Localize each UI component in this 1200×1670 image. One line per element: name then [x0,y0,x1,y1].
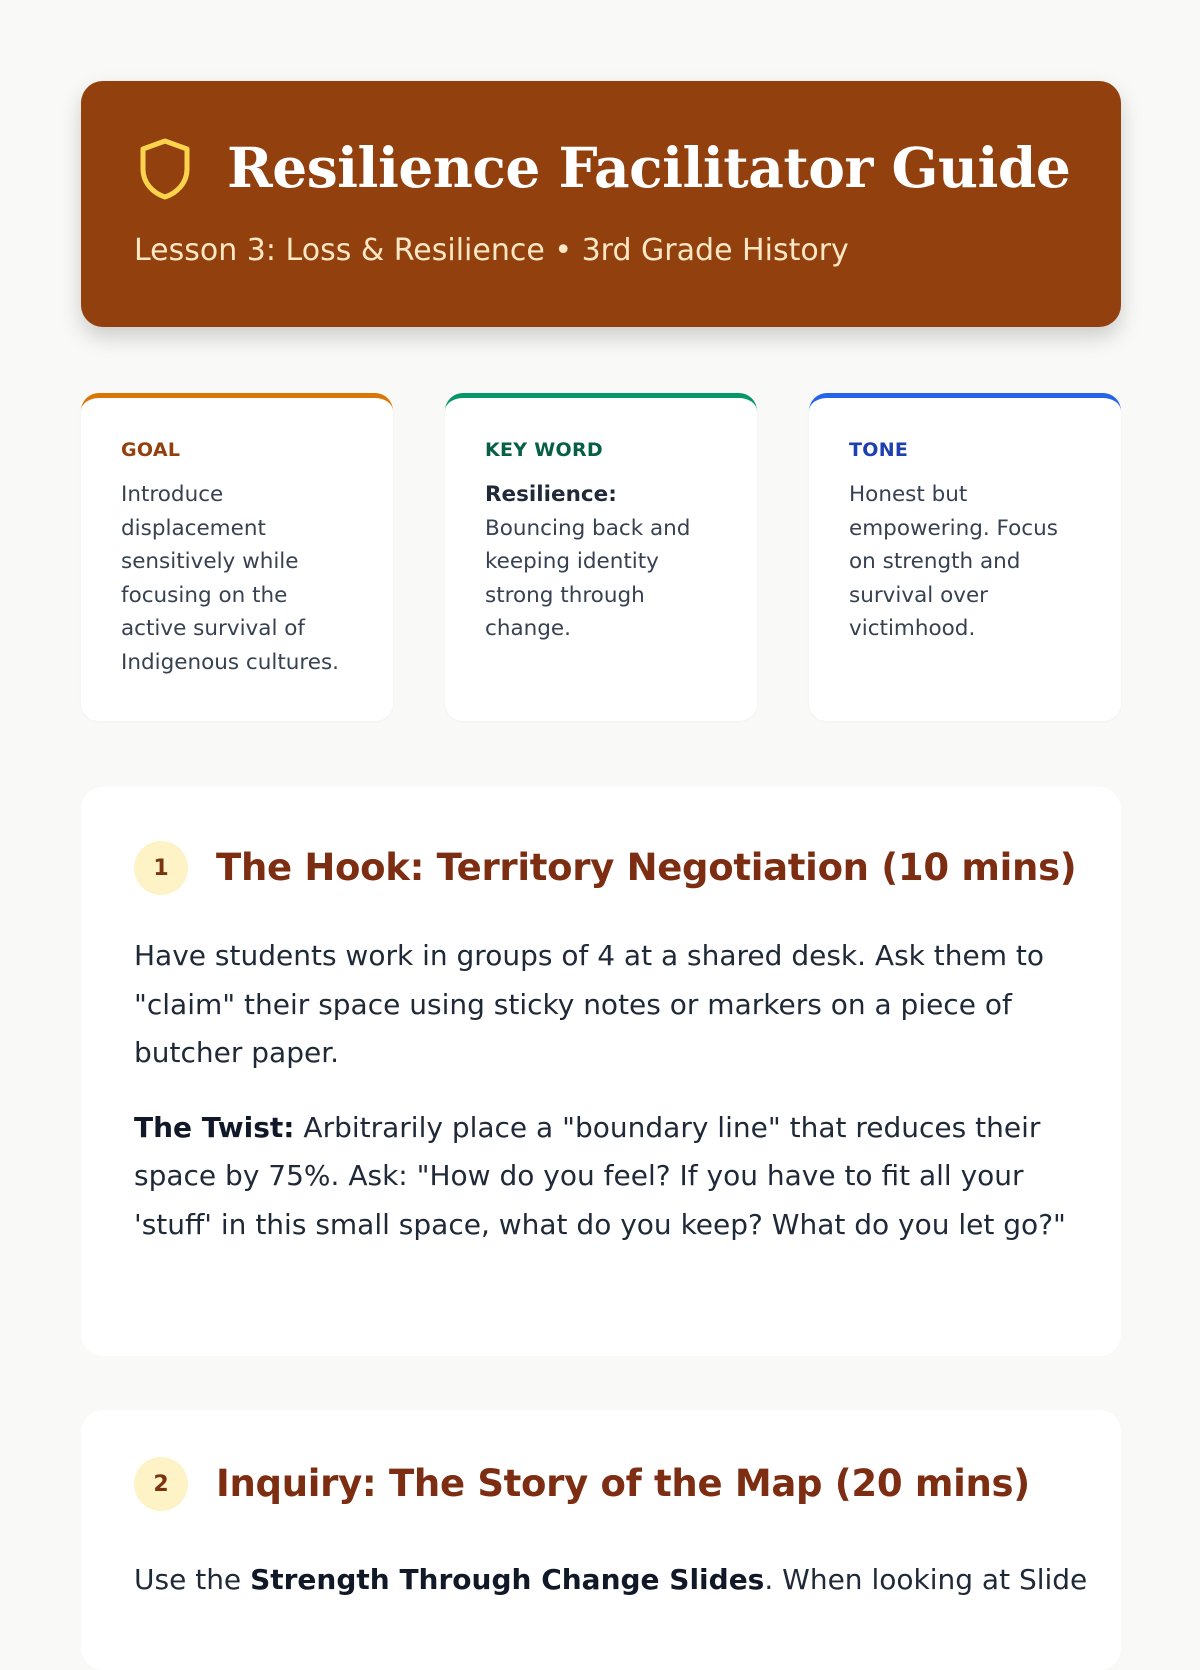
section-inquiry [81,1410,1121,1670]
inquiry-lead: Use the [134,1563,251,1596]
tone-label: TONE [849,439,909,461]
goal-label: GOAL [121,439,181,461]
tone-text: Honest but empowering. Focus on strength and survival over victimhood. [849,482,1058,641]
step-number-badge: 2 [134,1457,188,1511]
goal-text: Introduce displacement sensitively while focusing on the active survival of Indigenous cultures. [121,482,340,675]
step-number-badge: 1 [134,841,188,895]
inquiry-text: . When looking at Slide [764,1563,1088,1596]
goal-card [81,393,393,721]
hook-twist [134,1104,1068,1250]
key-word-text [485,478,723,646]
slides-resource-name: Strength Through Change Slides [250,1563,765,1596]
lesson-subtitle: Lesson 3: Loss & Resilience • 3rd Grade History [134,233,849,268]
section-body [134,932,1068,1275]
section-title: Inquiry: The Story of the Map (20 mins) [216,1462,1030,1505]
key-word-card [445,393,757,721]
section-header [134,1456,1030,1512]
inquiry-instructions [134,1556,1088,1605]
section-header [134,840,1076,896]
tone-card [809,393,1121,721]
page-title: Resilience Facilitator Guide [227,135,1071,200]
section-hook [81,787,1121,1356]
guide-header [81,81,1121,327]
section-body [134,1556,1088,1631]
key-word-label: KEY WORD [485,439,603,461]
key-word-term: Resilience: [485,482,617,507]
section-title: The Hook: Territory Negotiation (10 mins) [216,846,1077,889]
twist-text: Arbitrarily place a "boundary line" that reduces their space by 75%. Ask: "How do you feel? If you have to fit all your 'stuff' in this small space, what do you keep? What do you let go?" [134,1110,1066,1241]
hook-instructions: Have students work in groups of 4 at a shared desk. Ask them to "claim" their space using sticky notes or markers on a piece of butcher paper. [134,939,1045,1069]
twist-label: The Twist: [134,1110,295,1144]
shield-icon [139,137,191,201]
key-word-definition: Bouncing back and keeping identity strong through change. [485,515,691,641]
